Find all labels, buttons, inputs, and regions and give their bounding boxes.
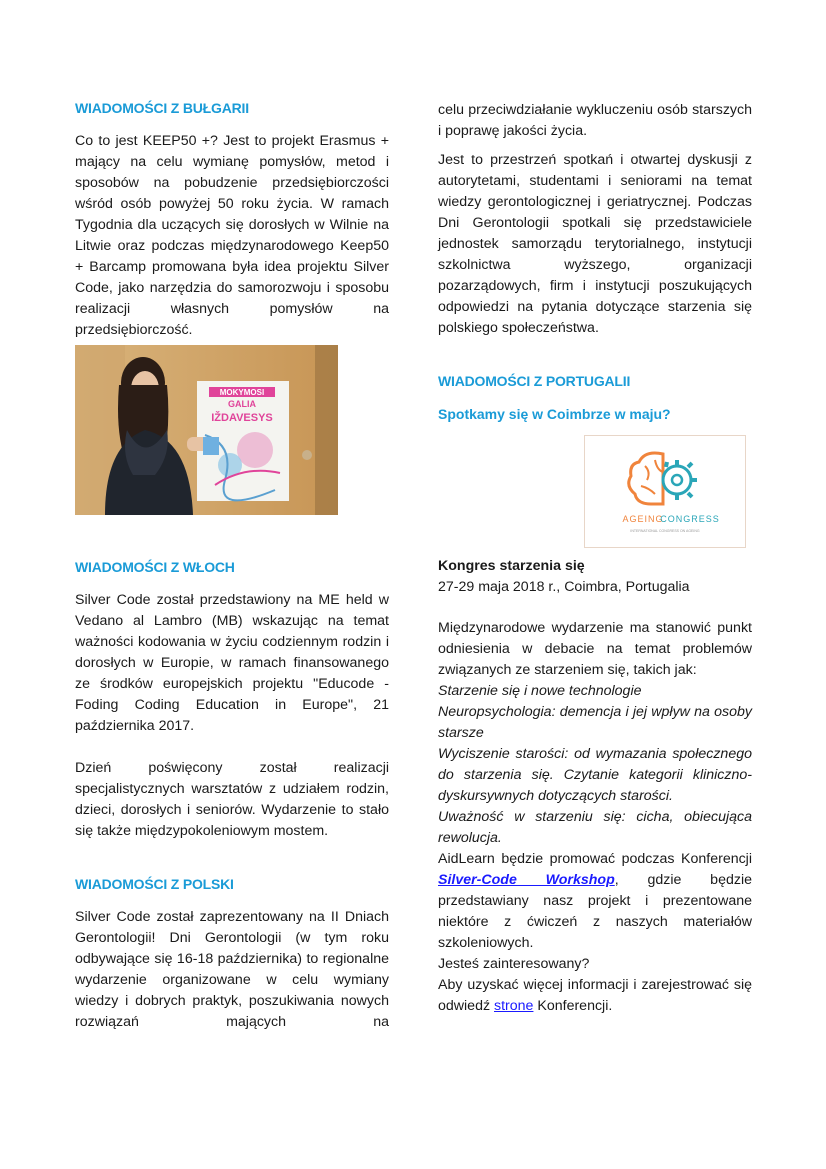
heading-poland: WIADOMOŚCI Z POLSKI bbox=[75, 876, 234, 892]
topic-item: Starzenie się i nowe technologie bbox=[438, 683, 642, 699]
promo-text bbox=[438, 849, 752, 954]
logo-text-congress: CONGRESS bbox=[660, 514, 720, 524]
logo-text-ageing: AGEING bbox=[622, 514, 664, 524]
topic-item: Neuropsychologia: demencja i jej wpływ na osoby starsze bbox=[438, 704, 752, 741]
promo-before: AidLearn będzie promować podczas Konferencji bbox=[438, 851, 752, 867]
info-before: Aby uzyskać więcej informacji i zarejestrować się odwiedź bbox=[438, 977, 752, 1014]
event-title: Kongres starzenia się bbox=[438, 558, 585, 574]
logo-tagline: INTERNATIONAL CONGRESS ON AGEING bbox=[630, 529, 700, 533]
brain-gear-icon bbox=[585, 436, 745, 547]
photo-woman-with-poster bbox=[75, 345, 338, 515]
info-text bbox=[438, 975, 752, 1017]
right-column bbox=[438, 100, 752, 1017]
promo-after: , gdzie będzie przedstawiany nasz projekt i prezentowane niektóre z ćwiczeń z naszych materiałów szkoleniowych. bbox=[438, 872, 752, 951]
left-column bbox=[75, 98, 389, 1033]
heading-portugal: WIADOMOŚCI Z PORTUGALII bbox=[438, 373, 631, 389]
silver-code-workshop-link[interactable]: Silver-Code Workshop bbox=[438, 872, 615, 888]
bulgaria-text: Co to jest KEEP50 +? Jest to projekt Erasmus + mający na celu wymianę pomysłów, metod i sposobów na pobudzenie przedsiębiorczości wśród osób powyżej 50 roku życia. W ramach Tygodnia dla uczących się dorosłych w Wilnie na Litwie oraz podczas międzynarodowego Keep50 + Barcamp promowana była idea projektu Silver Code, jako narzędzia do samorozwoju i sposobu realizacji własnych pomysłów na przedsiębiorczość. bbox=[75, 133, 389, 338]
ageing-congress-logo bbox=[584, 435, 746, 548]
portugal-subheading: Spotkamy się w Coimbrze w maju? bbox=[438, 406, 671, 422]
heading-italy: WIADOMOŚCI Z WŁOCH bbox=[75, 559, 235, 575]
poster-title-3: IŽDAVESYS bbox=[211, 412, 273, 424]
poland-text-continued: celu przeciwdziałanie wykluczeniu osób starszych i poprawę jakości życia. bbox=[438, 102, 752, 139]
poland-text: Silver Code został zaprezentowany na II Dniach Gerontologii! Dni Gerontologii (w tym roku odbywające się 16-18 października) to regionalne wydarzenie organizowane w celu wymiany wiedzy i dobrych praktyk, poszukiwania nowych rozwiązań mających na bbox=[75, 909, 389, 1030]
bulgaria-photo bbox=[75, 345, 338, 515]
interest-question: Jesteś zainteresowany? bbox=[438, 956, 590, 972]
event-intro: Międzynarodowe wydarzenie ma stanowić punkt odniesienia w debacie na temat problemów związanych ze starzeniem się, takich jak: bbox=[438, 620, 752, 678]
poster-title-1: MOKYMOSI bbox=[219, 388, 265, 397]
conference-page-link[interactable]: strone bbox=[494, 998, 534, 1014]
topic-item: Wyciszenie starości: od wymazania społecznego do starzenia się. Czytanie kategorii kliniczno-dyskursywnych dotyczących starości. bbox=[438, 746, 752, 804]
poland-text-2: Jest to przestrzeń spotkań i otwartej dyskusji z autorytetami, studentami i seniorami na temat wiedzy gerontologicznej i geriatrycznej. Podczas Dni Gerontologii spotkali się przedstawiciele jednostek samorządu terytorialnego, instytucji szkolnictwa wyższego, organizacji pozarządowych, firm i instytucji poszukujących odpowiedzi na pytania dotyczące starzenia się polskiego społeczeństwa. bbox=[438, 152, 752, 336]
event-date: 27-29 maja 2018 r., Coimbra, Portugalia bbox=[438, 579, 690, 595]
italy-text-1: Silver Code został przedstawiony na ME held w Vedano al Lambro (MB) wskazując na temat ważności kodowania w życiu codziennym rodzin i dorosłych w Europie, w ramach finansowanego ze środków europejskich projektu "Educode - Foding Coding Education in Europe", 21 października 2017. bbox=[75, 592, 389, 734]
heading-bulgaria: WIADOMOŚCI Z BUŁGARII bbox=[75, 100, 249, 116]
poster-title-2: GALIA bbox=[228, 399, 256, 409]
italy-text-2: Dzień poświęcony został realizacji specjalistycznych warsztatów z udziałem rodzin, dzieci, dorosłych i seniorów. Wydarzenie to stało się także międzypokoleniowym mostem. bbox=[75, 760, 389, 839]
info-after: Konferencji. bbox=[533, 998, 613, 1014]
topic-item: Uważność w starzeniu się: cicha, obiecująca rewolucja. bbox=[438, 809, 752, 846]
